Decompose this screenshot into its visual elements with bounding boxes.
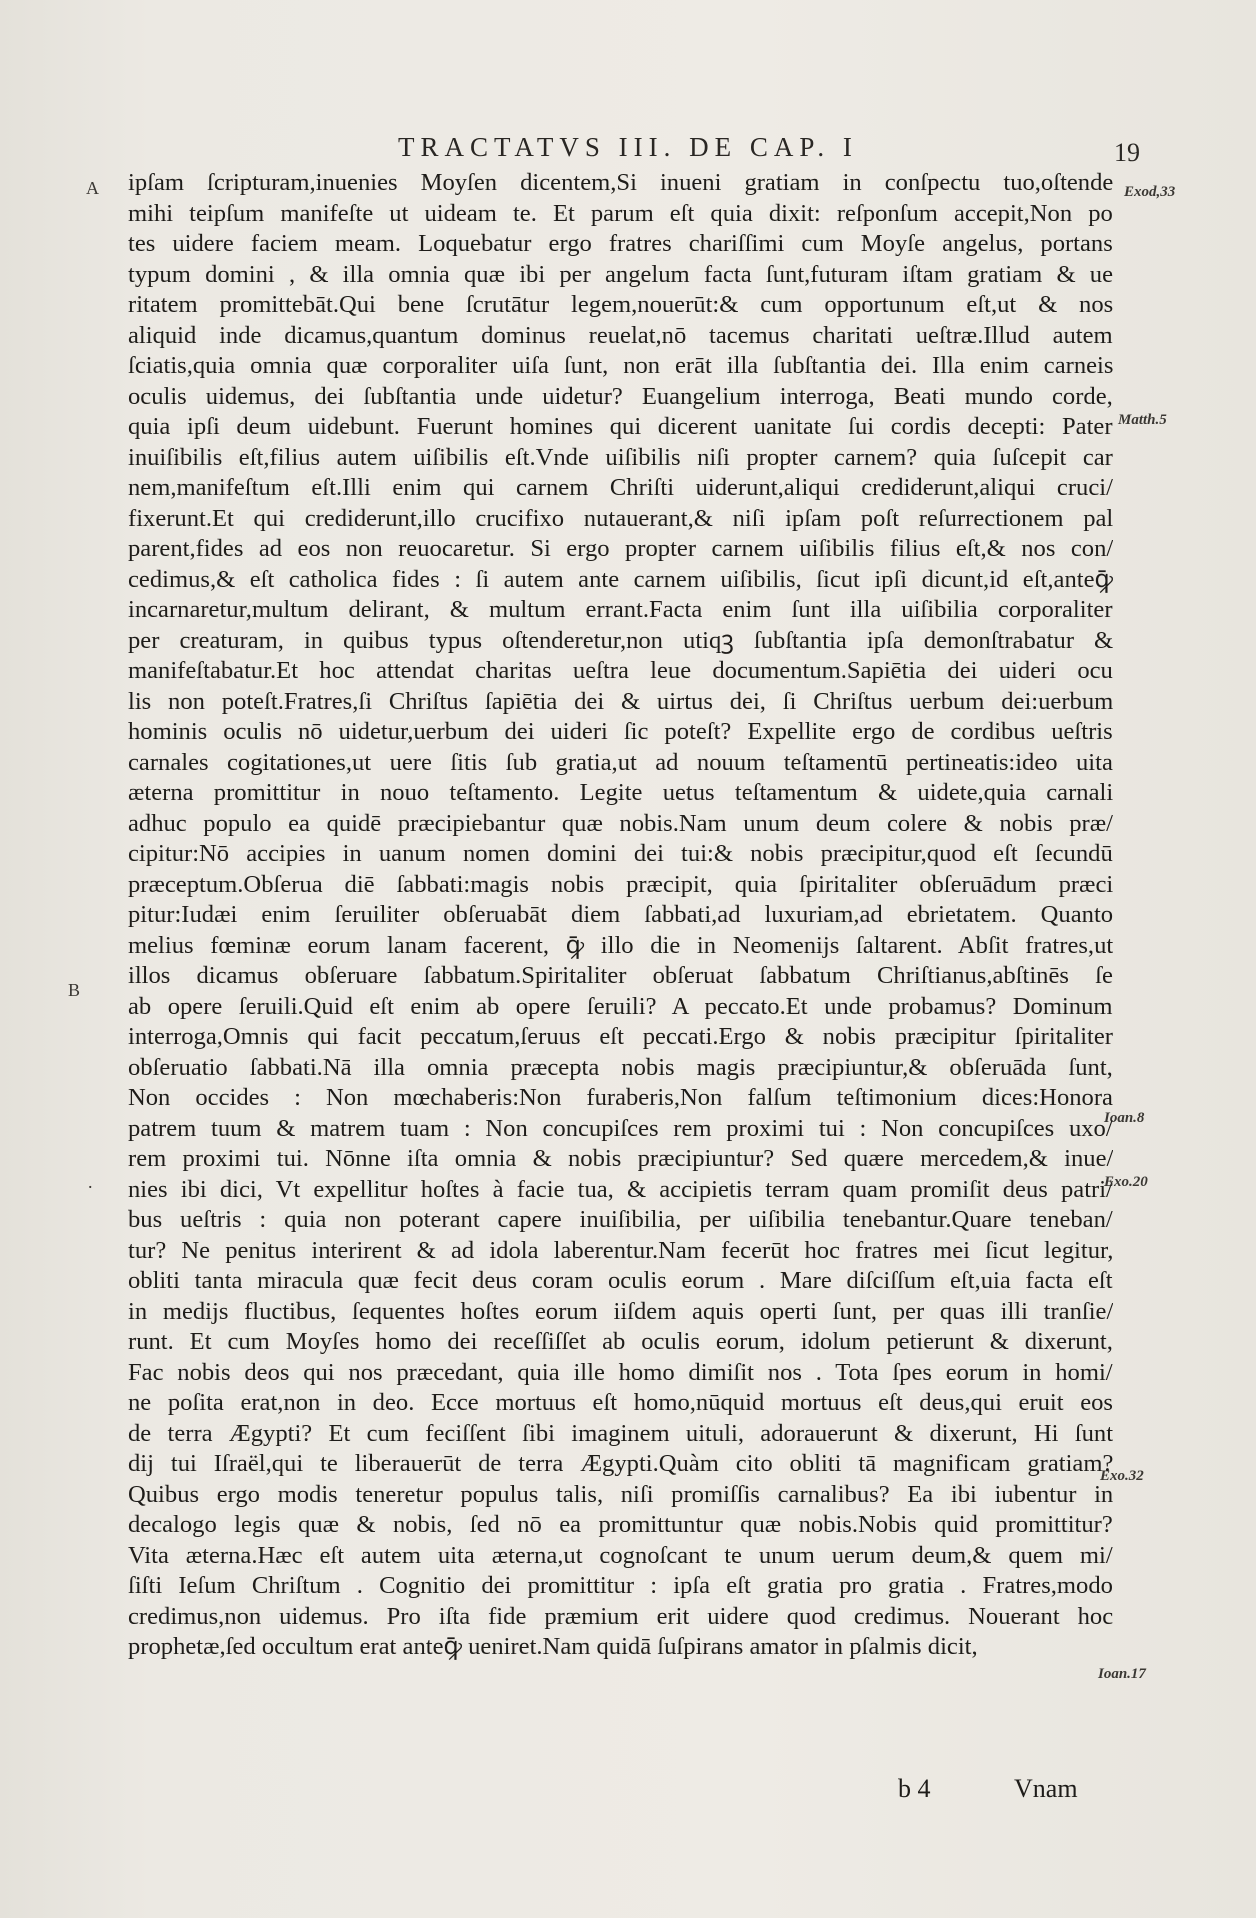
margin-reference: Exo.20	[1104, 1174, 1148, 1190]
text-line: Quibus ergo modis teneretur populus talis, niſi promiſſis carnalibus? Ea ibi iubentur in	[128, 1480, 1113, 1508]
text-line: aliquid inde dicamus,quantum dominus reuelat,nō tacemus charitati ueſtræ.Illud autem	[128, 321, 1113, 349]
margin-letter-a: A	[86, 178, 99, 198]
text-line: adhuc populo ea quidē præcipiebantur quæ nobis.Nam unum deum colere & nobis præ/	[128, 809, 1113, 837]
text-line: patrem tuum & matrem tuam : Non concupiſces rem proximi tui : Non concupiſces uxo/	[128, 1114, 1113, 1142]
text-line: oculis uidemus, dei ſubſtantia unde uidetur? Euangelium interroga, Beati mundo corde,	[128, 382, 1113, 410]
text-line: rem proximi tui. Nōnne iſta omnia & nobis præcipiuntur? Sed quære mercedem,& inue/	[128, 1145, 1113, 1172]
text-line: incarnaretur,multum delirant, & multum errant.Facta enim ſunt illa uiſibilia corporaliter	[128, 596, 1113, 623]
text-line: runt. Et cum Moyſes homo dei receſſiſſet ab oculis eorum, idolum petierunt & dixerunt,	[128, 1328, 1113, 1355]
text-line: manifeſtabatur.Et hoc attendat charitas ueſtra leue documentum.Sapiētia dei uideri ocu	[128, 657, 1113, 684]
text-line: mihi teipſum manifeſte ut uideam te. Et parum eſt quia dixit: reſponſum accepit,Non po	[128, 199, 1113, 227]
text-line: fixerunt.Et qui crediderunt,illo crucifixo nutauerant,& niſi ipſam poſt reſurrectionem pal	[128, 504, 1113, 532]
text-line: cipitur:Nō accipies in uanum nomen domini dei tui:& nobis præcipitur,quod eſt ſecundū	[128, 840, 1113, 867]
text-line: ne poſita erat,non in deo. Ecce mortuus eſt homo,nūquid mortuus eſt deus,qui eruit eos	[128, 1389, 1113, 1416]
text-line: cedimus,& eſt catholica fides : ſi autem ante carnem uiſibilis, ſicut ipſi dicunt,id eſt,anteꝙ̄	[128, 565, 1113, 593]
text-line: inuiſibilis eſt,filius autem uiſibilis eſt.Vnde uiſibilis niſi propter carnem? quia ſuſcepit car	[128, 443, 1113, 471]
text-line: illos dicamus obſeruare ſabbatum.Spiritaliter obſeruat ſabbatum Chriſtianus,abſtinēs ſe	[128, 962, 1113, 989]
text-line: præceptum.Obſerua diē ſabbati:magis nobis præcipit, quia ſpiritaliter obſeruādum præci	[128, 870, 1113, 898]
text-line: Non occides : Non mœchaberis:Non furaberis,Non falſum teſtimonium dices:Honora	[128, 1084, 1113, 1111]
margin-reference: Ioan.8	[1104, 1110, 1145, 1126]
text-line: Vita æterna.Hæc eſt autem uita æterna,ut cognoſcant te unum uerum deum,& quem mi/	[128, 1541, 1113, 1569]
text-line: de terra Ægypti? Et cum feciſſent ſibi imaginem uituli, adorauerunt & dixerunt, Hi ſunt	[128, 1419, 1113, 1447]
text-line: obſeruatio ſabbati.Nā illa omnia præcepta nobis magis præcipiuntur,& obſeruāda ſunt,	[128, 1053, 1113, 1081]
text-line: pitur:Iudæi enim ſeruiliter obſeruabāt diem ſabbati,ad luxuriam,ad ebrietatem. Quanto	[128, 901, 1113, 928]
margin-reference: Exod,33	[1124, 184, 1176, 200]
text-line: ritatem promittebāt.Qui bene ſcrutātur legem,nouerūt:& cum opportunum eſt,ut & nos	[128, 291, 1113, 318]
text-line: melius fœminæ eorum lanam facerent, ꝙ̄ illo die in Neomenijs ſaltarent. Abſit fratres,ut	[128, 931, 1113, 959]
text-line: ab opere ſeruili.Quid eſt enim ab opere ſeruili? A peccato.Et unde probamus? Dominum	[128, 992, 1113, 1020]
text-line: prophetæ,ſed occultum erat anteꝙ̄ ueniret.Nam quidā ſuſpirans amator in pſalmis dicit,	[128, 1633, 978, 1660]
text-line: interroga,Omnis qui facit peccatum,ſeruus eſt peccati.Ergo & nobis præcipitur ſpiritaliter	[128, 1023, 1113, 1050]
running-head: TRACTATVS III. DE CAP. I	[398, 132, 858, 162]
text-line: ipſam ſcripturam,inuenies Moyſen dicentem,Si inueni gratiam in conſpectu tuo,oſtende	[128, 169, 1113, 196]
catchword: Vnam	[1014, 1774, 1078, 1803]
text-line: obliti tanta miracula quæ fecit deus coram oculis eorum . Mare diſciſſum eſt,uia facta eſt	[128, 1267, 1113, 1294]
text-line: ſiſti Ieſum Chriſtum . Cognitio dei promittitur : ipſa eſt gratia pro gratia . Fratres,modo	[128, 1572, 1113, 1599]
text-line: bus ueſtris : quia non poterant capere inuiſibilia, per uiſibilia tenebantur.Quare teneban/	[128, 1206, 1113, 1233]
margin-mark: .	[88, 1172, 93, 1192]
text-line: hominis oculis nō uidetur,uerbum dei uideri ſic poteſt? Expellite ergo de cordibus ueſtris	[128, 718, 1113, 745]
text-line: tur? Ne penitus interirent & ad idola laberentur.Nam fecerūt hoc fratres mei ſicut legitur,	[128, 1236, 1113, 1264]
margin-reference: Matth.5	[1118, 412, 1167, 428]
text-line: credimus,non uidemus. Pro iſta fide præmium erit uidere quod credimus. Nouerant hoc	[128, 1602, 1113, 1630]
body-text	[128, 168, 1113, 1663]
text-line: dij tui Iſraël,qui te liberauerūt de terra Ægypti.Quàm cito obliti tā magnificam gratiam?	[128, 1450, 1113, 1477]
text-line: nies ibi dici, Vt expellitur hoſtes à facie tua, & accipietis terram quam promiſit deus patri/	[128, 1175, 1113, 1203]
text-line: typum domini , & illa omnia quæ ibi per angelum facta ſunt,futuram iſtam gratiam & ue	[128, 260, 1113, 288]
text-line: in medijs fluctibus, ſequentes hoſtes eorum iiſdem aquis operti ſunt, per quas illi tranſie/	[128, 1297, 1113, 1325]
signature-mark: b 4	[898, 1774, 931, 1803]
text-line: lis non poteſt.Fratres,ſi Chriſtus ſapiētia dei & uirtus dei, ſi Chriſtus uerbum dei:uerbum	[128, 687, 1113, 715]
margin-letter-b: B	[68, 980, 81, 1000]
text-line: æterna promittitur in nouo teſtamento. Legite uetus teſtamentum & uidete,quia carnali	[128, 779, 1113, 806]
text-line: parent,fides ad eos non reuocaretur. Si ergo propter carnem uiſibilis filius eſt,& nos con/	[128, 535, 1113, 562]
text-line: quia ipſi deum uidebunt. Fuerunt homines qui dicerent uanitate ſui cordis decepti: Pater	[128, 413, 1113, 440]
margin-reference: Exo.32	[1100, 1468, 1144, 1484]
text-line: carnales cogitationes,ut uere ſitis ſub gratia,ut ad nouum teſtamentū pertineatis:ideo uita	[128, 748, 1113, 776]
text-line: per creaturam, in quibus typus oſtenderetur,non utiqꝫ ſubſtantia ipſa demonſtrabatur &	[128, 626, 1113, 654]
text-line: ſciatis,quia omnia quæ corporaliter uiſa ſunt, non erāt illa ſubſtantia dei. Illa enim carneis	[128, 352, 1113, 379]
text-line: tes uidere faciem meam. Loquebatur ergo fratres chariſſimi cum Moyſe angelus, portans	[128, 230, 1113, 257]
folio-number: 19	[1114, 138, 1140, 167]
text-line: nem,manifeſtum eſt.Illi enim qui carnem Chriſti uiderunt,aliqui crediderunt,aliqui cruci/	[128, 474, 1113, 501]
text-line: decalogo legis quæ & nobis, ſed nō ea promittuntur quæ nobis.Nobis quid promittitur?	[128, 1511, 1113, 1538]
margin-reference: Ioan.17	[1098, 1666, 1146, 1682]
text-line: Fac nobis deos qui nos præcedant, quia ille homo dimiſit nos . Tota ſpes eorum in homi/	[128, 1358, 1113, 1386]
